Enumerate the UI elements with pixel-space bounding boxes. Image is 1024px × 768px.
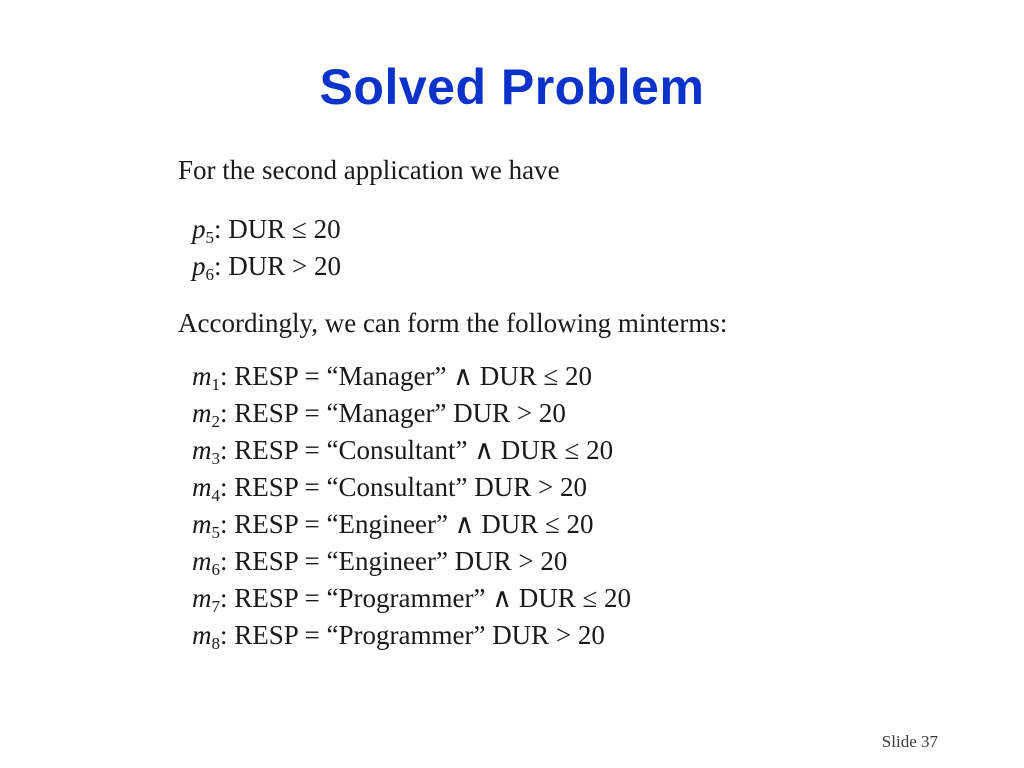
predicate-variable: p — [192, 214, 206, 244]
predicate-expression: : DUR > 20 — [214, 251, 341, 281]
minterm-subscript: 3 — [211, 449, 220, 468]
minterm-item — [192, 469, 878, 506]
minterm-variable: m — [192, 361, 212, 391]
predicate-item — [192, 248, 878, 285]
minterm-expression: : RESP = “Manager” ∧ DUR ≤ 20 — [220, 361, 593, 391]
minterm-item — [192, 617, 878, 654]
intro-text: For the second application we have — [178, 155, 560, 185]
minterm-subscript: 8 — [211, 634, 220, 653]
spacer — [178, 342, 878, 358]
minterm-subscript: 7 — [211, 597, 220, 616]
minterm-list — [192, 358, 878, 654]
predicate-subscript: 6 — [205, 265, 214, 284]
slide-number: Slide 37 — [881, 732, 938, 751]
minterm-variable: m — [192, 435, 212, 465]
minterm-expression: : RESP = “Manager” DUR > 20 — [220, 398, 566, 428]
spacer — [178, 285, 878, 305]
predicate-expression: : DUR ≤ 20 — [214, 214, 341, 244]
minterm-variable: m — [192, 583, 212, 613]
spacer — [178, 189, 878, 211]
minterm-subscript: 2 — [211, 412, 220, 431]
minterm-variable: m — [192, 620, 212, 650]
minterm-item — [192, 580, 878, 617]
minterm-subscript: 6 — [211, 560, 220, 579]
minterm-variable: m — [192, 546, 212, 576]
slide-title: Solved Problem — [319, 59, 705, 115]
minterm-expression: : RESP = “Programmer” ∧ DUR ≤ 20 — [220, 583, 632, 613]
minterm-item — [192, 395, 878, 432]
minterm-expression: : RESP = “Consultant” DUR > 20 — [220, 472, 587, 502]
minterm-expression: : RESP = “Programmer” DUR > 20 — [220, 620, 605, 650]
predicate-subscript: 5 — [205, 228, 214, 247]
minterm-variable: m — [192, 398, 212, 428]
minterm-subscript: 1 — [211, 375, 220, 394]
minterm-item — [192, 506, 878, 543]
predicate-list — [192, 211, 878, 285]
predicate-variable: p — [192, 251, 206, 281]
minterm-item — [192, 432, 878, 469]
minterm-item — [192, 543, 878, 580]
minterm-variable: m — [192, 472, 212, 502]
predicate-item — [192, 211, 878, 248]
minterm-variable: m — [192, 509, 212, 539]
minterm-subscript: 4 — [211, 486, 220, 505]
minterm-expression: : RESP = “Engineer” ∧ DUR ≤ 20 — [220, 509, 594, 539]
slide-content — [178, 152, 878, 654]
minterm-intro-text: Accordingly, we can form the following minterms: — [178, 308, 728, 338]
minterm-item — [192, 358, 878, 395]
minterm-expression: : RESP = “Engineer” DUR > 20 — [220, 546, 568, 576]
minterm-expression: : RESP = “Consultant” ∧ DUR ≤ 20 — [220, 435, 614, 465]
minterm-subscript: 5 — [211, 523, 220, 542]
